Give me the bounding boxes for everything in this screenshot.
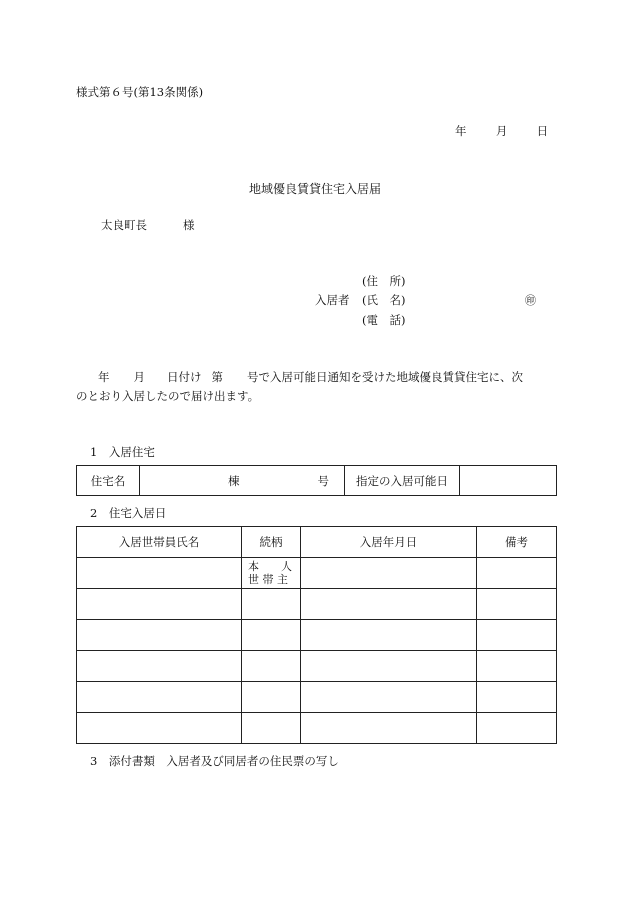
member-name-cell[interactable] [77,620,242,651]
household-table [76,526,557,744]
addressee [101,217,195,233]
section-1-heading: 1 入居住宅 [90,445,155,459]
member-name-cell[interactable] [77,682,242,713]
table-row [77,682,557,713]
housing-name-label: 住宅名 [77,466,140,496]
table-row [77,713,557,744]
notification-line-1 [76,368,558,387]
move-date-cell[interactable] [301,558,477,589]
table-row [77,651,557,682]
relationship-cell[interactable] [242,682,301,713]
move-date-cell[interactable] [301,589,477,620]
relationship-cell[interactable] [242,713,301,744]
body-line1-rest: 号で入居可能日通知を受けた地域優良賃貸住宅に、次 [247,370,523,384]
move-date-label: 指定の入居可能日 [345,466,460,496]
section-3-heading: 3 添付書類 入居者及び同居者の住民票の写し [90,754,339,768]
header-remarks: 備考 [477,527,557,558]
remarks-cell[interactable] [477,713,557,744]
table-row [77,558,557,589]
member-name-cell[interactable] [77,713,242,744]
applicant-label: 入居者 [315,293,350,307]
relationship-cell[interactable] [242,589,301,620]
move-date-cell[interactable] [301,713,477,744]
relationship-head: 世 帯 主 [248,573,288,586]
move-date-cell[interactable] [301,620,477,651]
document-title: 地域優良賃貸住宅入居届 [248,182,381,196]
address-label: (住 所) [362,274,406,288]
relationship-cell[interactable] [242,620,301,651]
building-label: 棟 [228,473,240,488]
unit-label: 号 [317,473,329,488]
remarks-cell[interactable] [477,589,557,620]
body-year: 年 [98,370,110,384]
date-line [455,123,548,139]
move-date-cell[interactable] [301,651,477,682]
header-move-date: 入居年月日 [301,527,477,558]
name-label: (氏 名) [362,293,406,307]
date-month: 月 [495,124,508,138]
body-dai: 第 [211,370,223,384]
remarks-cell[interactable] [477,682,557,713]
housing-name-cell[interactable] [140,466,345,496]
notification-text [76,368,558,406]
remarks-cell[interactable] [477,620,557,651]
form-number: 様式第６号(第13条関係) [76,85,204,99]
notification-line-2: のとおり入居したので届け出ます。 [76,389,260,403]
seal-mark: ㊞ [525,294,536,307]
addressee-honorific: 様 [183,218,195,232]
section-2-heading: 2 住宅入居日 [90,506,167,520]
relationship-self: 本 人 [248,560,292,573]
header-member-name: 入居世帯員氏名 [77,527,242,558]
move-date-cell[interactable] [460,466,557,496]
header-relationship: 続柄 [242,527,301,558]
body-month: 月 [133,370,145,384]
member-name-cell[interactable] [77,589,242,620]
table-row [77,589,557,620]
date-day: 日 [536,124,549,138]
date-year: 年 [455,124,467,138]
housing-table [76,465,557,496]
body-day: 日付け [167,370,202,384]
phone-label: (電 話) [362,313,406,327]
remarks-cell[interactable] [477,558,557,589]
addressee-name: 太良町長 [101,218,147,232]
relationship-cell[interactable] [242,651,301,682]
remarks-cell[interactable] [477,651,557,682]
relationship-cell [242,558,301,589]
member-name-cell[interactable] [77,651,242,682]
move-date-cell[interactable] [301,682,477,713]
table-row [77,620,557,651]
member-name-cell[interactable] [77,558,242,589]
